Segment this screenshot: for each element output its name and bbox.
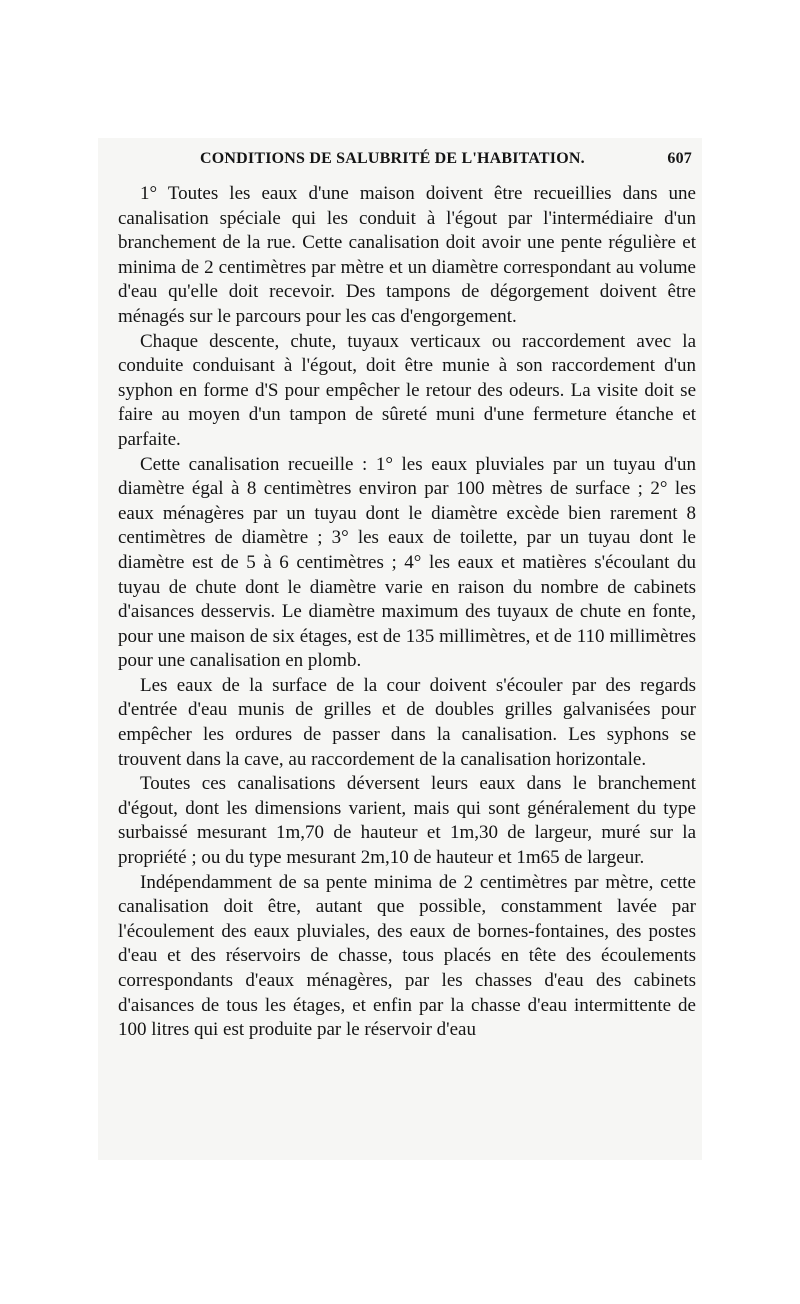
paragraph-3: Cette canalisation recueille : 1° les eaux pluviales par un tuyau d'un diamètre égal à 8 centimètres environ par 100 mètres de surface ; 2° les eaux ménagères par un tuyau dont le diamètre excède bien rarement 8 centimètres de diamètre ; 3° les eaux de toilette, par un tuyau dont le diamètre est de 5 à 6 centimètres ; 4° les eaux et matières s'écoulant du tuyau de chute dont le diamètre varie en raison du nombre de cabinets d'aisances desservis. Le diamètre maximum des tuyaux de chute en fonte, pour une maison de six étages, est de 135 millimètres, et de 110 millimètres pour une canalisation en plomb. (118, 453, 696, 672)
body-text (118, 182, 696, 1043)
paragraph-4: Les eaux de la surface de la cour doivent s'écouler par des regards d'entrée d'eau munis de grilles et de doubles grilles galvanisées pour empêcher les ordures de passer dans la canalisation. Les syphons se trouvent dans la cave, au raccordement de la canalisation horizontale. (118, 674, 696, 770)
paragraph-2: Chaque descente, chute, tuyaux verticaux ou raccordement avec la conduite conduisant à l'égout, doit être munie à son raccordement d'un syphon en forme d'S pour empêcher le retour des odeurs. La visite doit se faire au moyen d'un tampon de sûreté muni d'une fermeture étanche et parfaite. (118, 330, 696, 450)
running-header (118, 150, 696, 182)
paragraph-5: Toutes ces canalisations déversent leurs eaux dans le branchement d'égout, dont les dimensions varient, mais qui sont généralement du type surbaissé mesurant 1m,70 de hauteur et 1m,30 de largeur, muré sur la propriété ; ou du type mesurant 2m,10 de hauteur et 1m65 de largeur. (118, 773, 696, 869)
paragraph-6: Indépendamment de sa pente minima de 2 centimètres par mètre, cette canalisation doit être, autant que possible, constamment lavée par l'écoulement des eaux pluviales, des eaux de bornes-fontaines, des postes d'eau et des réservoirs de chasse, tous placés en tête des écoulements correspondants d'eaux ménagères, par les chasses d'eau des cabinets d'aisances de tous les étages, et enfin par la chasse d'eau intermittente de 100 litres qui est produite par le réservoir d'eau (118, 871, 696, 1041)
running-title: CONDITIONS DE SALUBRITÉ DE L'HABITATION. (200, 150, 585, 167)
book-page (118, 150, 696, 1043)
page-number: 607 (667, 150, 692, 167)
paragraph-1: 1° Toutes les eaux d'une maison doivent être recueillies dans une canalisation spéciale qui les conduit à l'égout par l'intermédiaire d'un branchement de la rue. Cette canalisation doit avoir une pente régulière et minima de 2 centimètres par mètre et un diamètre correspondant au volume d'eau qu'elle doit recevoir. Des tampons de dégorgement doivent être ménagés sur le parcours pour les cas d'engorgement. (118, 183, 696, 327)
